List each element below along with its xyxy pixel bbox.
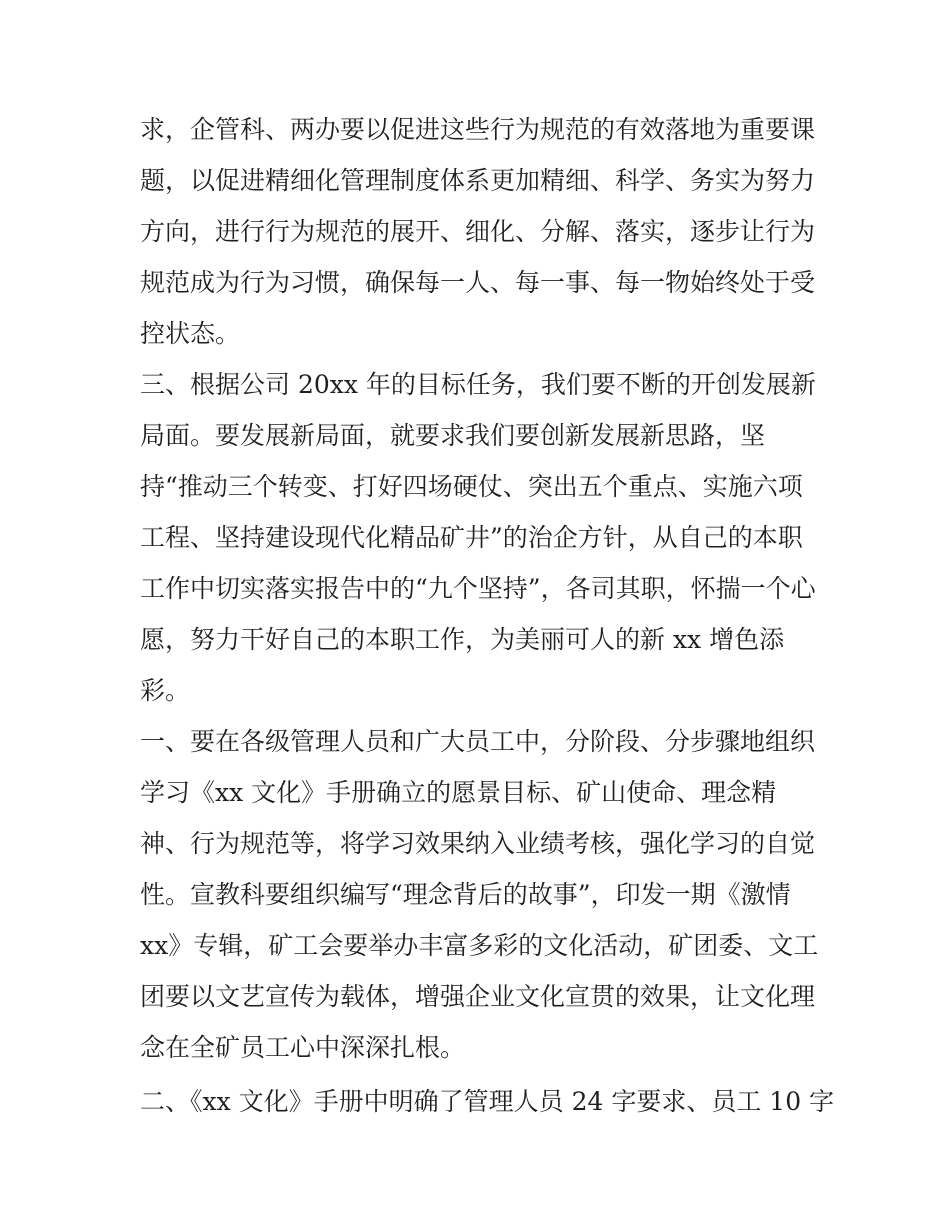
text-line: 工程、坚持建设现代化精品矿井”的治企方针，从自己的本职 [140,523,803,552]
text-line: 局面。要发展新局面，就要求我们要创新发展新思路，坚 [140,421,766,450]
paragraph-start-line: 三、根据公司 20xx 年的目标任务，我们要不断的开创发展新 [140,370,816,399]
text-line: 学习《xx 文化》手册确立的愿景目标、矿山使命、理念精 [140,778,777,807]
text-line: 持“推动三个转变、打好四场硬仗、突出五个重点、实施六项 [140,472,803,501]
text-line: 题，以促进精细化管理制度体系更加精细、科学、务实为努力 [140,166,816,195]
document-body [140,104,835,1127]
text-line: 性。宣教科要组织编写“理念背后的故事”，印发一期《激情 [140,880,791,909]
text-line: 愿，努力干好自己的本职工作，为美丽可人的新 xx 增色添 [140,625,785,654]
text-line: 念在全矿员工心中深深扎根。 [140,1033,466,1062]
text-line: 工作中切实落实报告中的“九个坚持”，各司其职，怀揣一个心 [140,574,816,603]
text-line: 规范成为行为习惯，确保每一人、每一事、每一物始终处于受 [140,268,816,297]
text-line: 团要以文艺宣传为载体，增强企业文化宣贯的效果，让文化理 [140,982,816,1011]
text-line: 求，企管科、两办要以促进这些行为规范的有效落地为重要课 [140,115,816,144]
text-line: 彩。 [140,676,191,705]
text-line: 神、行为规范等，将学习效果纳入业绩考核，强化学习的自觉 [140,829,816,858]
paragraph-start-line: 一、要在各级管理人员和广大员工中，分阶段、分步骤地组织 [140,727,816,756]
text-line: 方向，进行行为规范的展开、细化、分解、落实，逐步让行为 [140,217,816,246]
text-line: xx》专辑，矿工会要举办丰富多彩的文化活动，矿团委、文工 [140,931,819,960]
text-line: 控状态。 [140,319,241,348]
paragraph-start-line: 二、《xx 文化》手册中明确了管理人员 24 字要求、员工 10 字 [140,1087,835,1116]
